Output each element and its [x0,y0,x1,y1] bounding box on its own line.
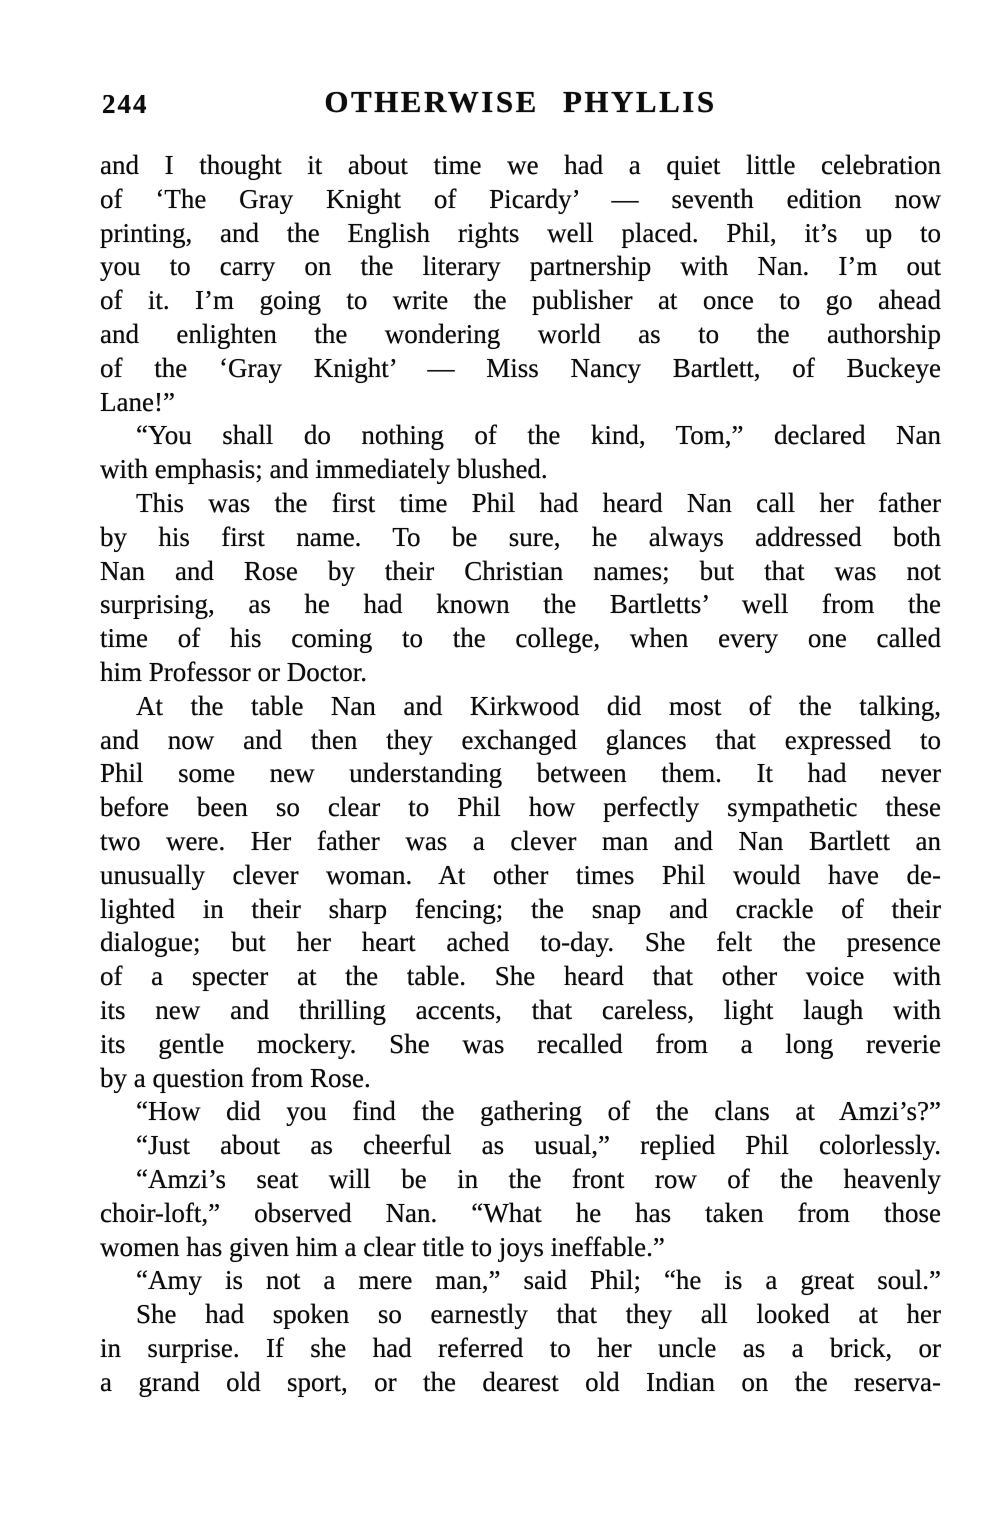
running-title: OTHERWISE PHYLLIS [324,84,717,119]
text-line: women has given him a clear title to joys ineffable.” [100,1231,665,1262]
text-line: Nan and Rose by their Christian names; but that was not [100,555,941,586]
text-line: “How did you find the gathering of the clans at Amzi’s?” [136,1096,941,1127]
text-line: time of his coming to the college, when every one called [100,623,941,654]
text-line: At the table Nan and Kirkwood did most of the talking, [136,690,941,721]
text-line: “You shall do nothing of the kind, Tom,” declared Nan [136,420,941,451]
text-line: its gentle mockery. She was recalled from a long reverie [100,1028,941,1059]
text-line: of it. I’m going to write the publisher at once to go ahead [100,285,941,316]
text-line: “Just about as cheerful as usual,” replied Phil colorlessly. [136,1130,941,1161]
text-line: choir-loft,” observed Nan. “What he has taken from those [100,1197,941,1228]
text-line: dialogue; but her heart ached to-day. She felt the presence [100,927,941,958]
page-header [100,84,941,124]
text-line: This was the first time Phil had heard Nan call her father [136,487,941,518]
text-line: by his first name. To be sure, he always addressed both [100,521,941,552]
text-line: of a specter at the table. She heard that other voice with [100,961,941,992]
text-line: and now and then they exchanged glances that expressed to [100,724,941,755]
text-line: “Amy is not a mere man,” said Phil; “he is a great soul.” [136,1265,941,1296]
text-line: She had spoken so earnestly that they all looked at her [136,1299,941,1330]
text-line: him Professor or Doctor. [100,656,367,687]
page-body [100,149,941,1399]
text-line: and I thought it about time we had a quiet little celebration [100,150,941,180]
text-line: of ‘The Gray Knight of Picardy’ — seventh edition now [100,183,941,214]
text-line: you to carry on the literary partnership with Nan. I’m out [100,251,941,282]
text-line: a grand old sport, or the dearest old Indian on the reserva- [100,1366,941,1397]
text-line: “Amzi’s seat will be in the front row of the heavenly [136,1163,941,1194]
text-line: by a question from Rose. [100,1062,371,1093]
text-line: surprising, as he had known the Bartletts’ well from the [100,589,941,620]
text-line: Phil some new understanding between them. It had never [100,758,941,789]
text-line: unusually clever woman. At other times Phil would have de- [100,859,941,890]
text-line: two were. Her father was a clever man and Nan Bartlett an [100,825,941,856]
text-line: Lane!” [100,386,175,417]
text-line: lighted in their sharp fencing; the snap and crackle of their [100,893,941,924]
text-line: in surprise. If she had referred to her uncle as a brick, or [100,1332,941,1363]
text-line: printing, and the English rights well placed. Phil, it’s up to [100,217,941,248]
text-line: and enlighten the wondering world as to the authorship [100,318,941,349]
text-line: with emphasis; and immediately blushed. [100,454,548,485]
text-line: before been so clear to Phil how perfectly sympathetic these [100,792,941,823]
text-line: its new and thrilling accents, that careless, light laugh with [100,994,941,1025]
page-number: 244 [102,89,149,119]
text-line: of the ‘Gray Knight’ — Miss Nancy Bartlett, of Buckeye [100,352,941,383]
